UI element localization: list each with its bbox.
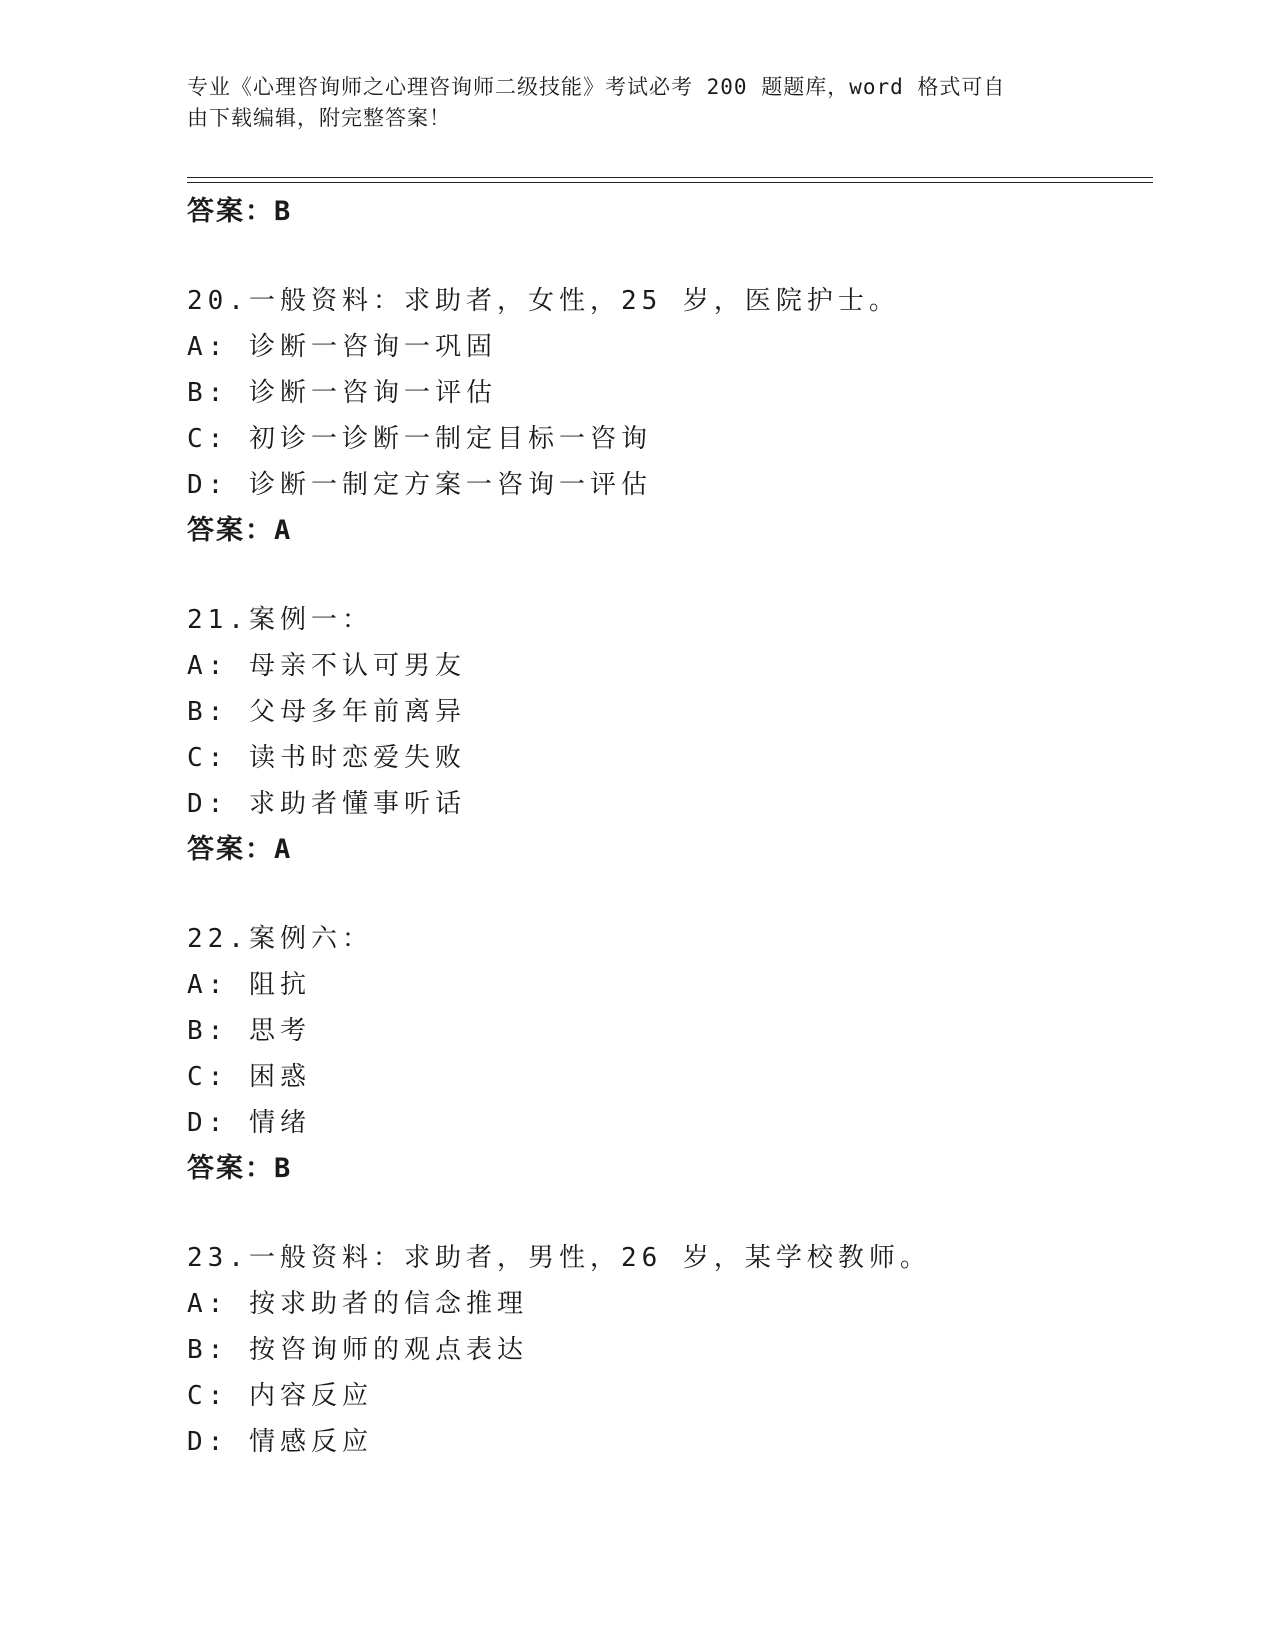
option-d: D: 诊断一制定方案一咨询一评估: [187, 470, 652, 500]
option-d: D: 情绪: [187, 1108, 311, 1138]
answer-line: 答案：B: [187, 196, 293, 227]
option-a: A: 阻抗: [187, 970, 311, 1000]
answer-line: 答案：B: [187, 1153, 293, 1184]
option-b: B: 父母多年前离异: [187, 697, 466, 727]
question-stem: 20.一般资料：求助者，女性，25 岁，医院护士。: [187, 286, 900, 316]
question-22: [187, 916, 1153, 1192]
option-d: D: 情感反应: [187, 1427, 373, 1457]
option-c: C: 困惑: [187, 1062, 311, 1092]
document-header: [187, 72, 1077, 134]
answer-line: 答案：A: [187, 834, 293, 865]
question-23: [187, 1235, 1153, 1465]
answer-line: 答案：A: [187, 515, 293, 546]
spacer: [187, 554, 1153, 597]
option-c: C: 初诊一诊断一制定目标一咨询: [187, 424, 652, 454]
header-divider-top: [187, 177, 1153, 178]
question-stem: 23.一般资料：求助者，男性，26 岁，某学校教师。: [187, 1243, 931, 1273]
spacer: [187, 873, 1153, 916]
option-d: D: 求助者懂事听话: [187, 789, 466, 819]
option-c: C: 内容反应: [187, 1381, 373, 1411]
option-b: B: 思考: [187, 1016, 311, 1046]
question-stem: 22.案例六：: [187, 924, 373, 954]
spacer: [187, 1192, 1153, 1235]
header-divider-bottom: [187, 182, 1153, 183]
question-20: [187, 278, 1153, 554]
spacer: [187, 235, 1153, 278]
option-b: B: 按咨询师的观点表达: [187, 1335, 528, 1365]
option-a: A: 母亲不认可男友: [187, 651, 466, 681]
question-21: [187, 597, 1153, 873]
option-b: B: 诊断一咨询一评估: [187, 378, 497, 408]
header-line-2: 由下载编辑，附完整答案！: [187, 106, 451, 130]
question-stem: 21.案例一：: [187, 605, 373, 635]
option-c: C: 读书时恋爱失败: [187, 743, 466, 773]
header-line-1: 专业《心理咨询师之心理咨询师二级技能》考试必考 200 题题库，word 格式可自: [187, 75, 1006, 99]
question-list: [187, 189, 1153, 1465]
option-a: A: 按求助者的信念推理: [187, 1289, 528, 1319]
option-a: A: 诊断一咨询一巩固: [187, 332, 497, 362]
